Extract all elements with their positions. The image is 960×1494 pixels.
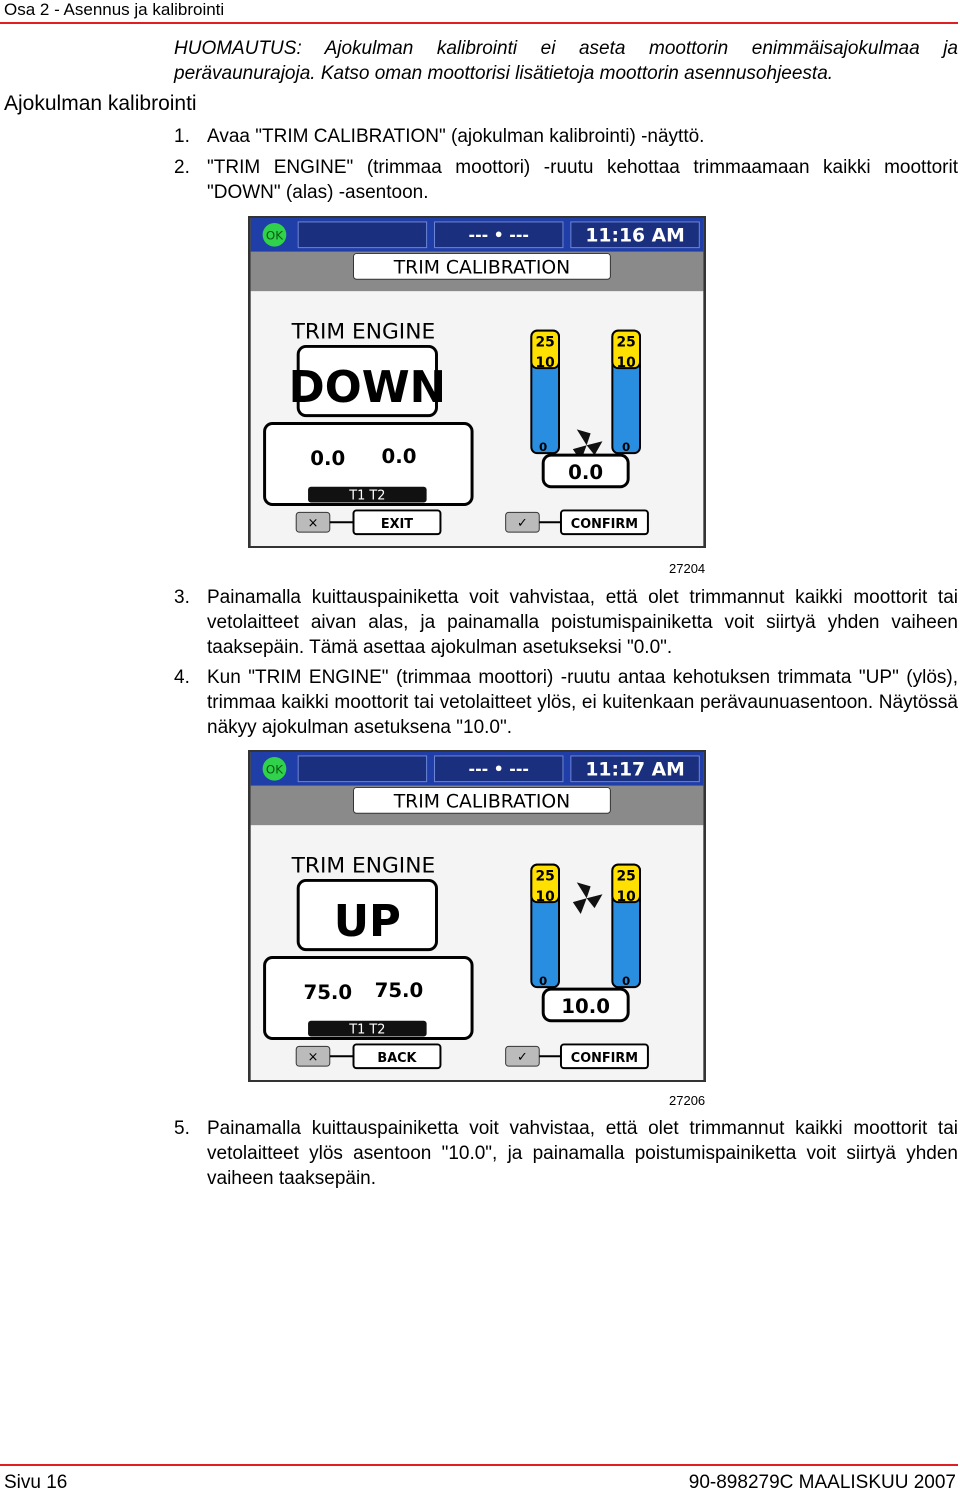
step-2 (174, 155, 958, 205)
svg-text:0: 0 (539, 440, 548, 455)
status-display: --- • --- (468, 225, 529, 245)
note-label: HUOMAUTUS: (174, 38, 302, 59)
check-icon: ✓ (517, 516, 528, 532)
step-number: 3. (174, 587, 190, 608)
t2-value: 0.0 (381, 445, 417, 469)
t1-value: 75.0 (303, 980, 353, 1004)
step-text: Avaa "TRIM CALIBRATION" (ajokulman kalibrointi) -näyttö. (207, 126, 705, 147)
clock-display: 11:16 AM (585, 225, 685, 247)
t-labels: T1 T2 (349, 488, 386, 504)
section-heading: Ajokulman kalibrointi (4, 92, 197, 115)
center-angle-value: 10.0 (561, 994, 611, 1018)
svg-text:0: 0 (539, 974, 548, 989)
footer-rule (0, 1464, 958, 1466)
trim-engine-label: TRIM ENGINE (291, 319, 436, 345)
ok-label: OK (265, 228, 284, 243)
trim-engine-label: TRIM ENGINE (291, 853, 436, 879)
figure-number: 27206 (669, 1093, 706, 1108)
check-icon: ✓ (517, 1050, 528, 1066)
t1-value: 0.0 (310, 446, 346, 470)
step-number: 2. (174, 157, 190, 178)
close-icon: × (307, 516, 319, 532)
step-text: Painamalla kuittauspainiketta voit vahvistaa, että olet trimmannut kaikki moottorit tai vetolaitteet ylös asentoon "10.0", ja painamalla poistumispainiketta voit siirtyä yhden vaiheen taaksepäin. (207, 1118, 958, 1189)
document-id: 90-898279C MAALISKUU 2007 (688, 1472, 956, 1493)
step-number: 5. (174, 1118, 190, 1139)
svg-text:10: 10 (535, 355, 555, 372)
svg-text:0: 0 (622, 974, 631, 989)
exit-label: EXIT (380, 517, 414, 533)
svg-text:25: 25 (535, 334, 555, 351)
svg-text:25: 25 (535, 868, 555, 885)
confirm-label: CONFIRM (570, 517, 639, 533)
step-number: 1. (174, 126, 190, 147)
t-labels: T1 T2 (349, 1022, 386, 1038)
step-4 (174, 665, 958, 740)
confirm-label: CONFIRM (570, 1051, 639, 1067)
svg-text:0: 0 (622, 440, 631, 455)
close-icon: × (307, 1050, 319, 1066)
clock-display: 11:17 AM (585, 759, 685, 781)
direction-prompt: DOWN (288, 362, 446, 413)
step-5 (174, 1116, 958, 1191)
status-display: --- • --- (468, 759, 529, 779)
ok-label: OK (265, 762, 284, 777)
t2-value: 75.0 (374, 979, 424, 1003)
step-number: 4. (174, 667, 190, 688)
page-number: Sivu 16 (4, 1472, 68, 1493)
trim-calibration-screen-down (248, 216, 706, 548)
svg-text:10: 10 (616, 355, 636, 372)
step-1 (174, 124, 958, 149)
trim-calibration-screen-up (248, 750, 706, 1082)
svg-text:25: 25 (616, 868, 636, 885)
direction-prompt: UP (333, 896, 401, 947)
section-header: Osa 2 - Asennus ja kalibrointi (4, 0, 225, 19)
screen-title: TRIM CALIBRATION (393, 791, 571, 813)
note-text: Ajokulman kalibrointi ei aseta moottorin enimmäisajokulmaa ja perävaunurajoja. Katso oman moottorisi lisätietoja moottorin asennusohjeesta. (174, 38, 958, 84)
svg-text:10: 10 (616, 889, 636, 906)
svg-text:25: 25 (616, 334, 636, 351)
svg-text:10: 10 (535, 889, 555, 906)
note-paragraph (174, 36, 958, 86)
step-text: Kun "TRIM ENGINE" (trimmaa moottori) -ruutu antaa kehotuksen trimmata "UP" (ylös), trimmaa kaikki moottorit tai vetolaitteet ylös, ei kuitenkaan perävaunuasentoon. Näytössä näkyy ajokulman asetuksena "10.0". (207, 667, 958, 738)
step-text: Painamalla kuittauspainiketta voit vahvistaa, että olet trimmannut kaikki moottorit tai vetolaitteet aivan alas, ja painamalla poistumispainiketta voit siirtyä yhden vaiheen taaksepäin. Tämä asettaa ajokulman asetukseksi "0.0". (207, 587, 958, 658)
header-rule (0, 22, 958, 24)
step-text: "TRIM ENGINE" (trimmaa moottori) -ruutu kehottaa trimmaamaan kaikki moottorit "DOWN" (alas) -asentoon. (207, 157, 958, 203)
screen-title: TRIM CALIBRATION (393, 257, 571, 279)
figure-number: 27204 (669, 561, 706, 576)
back-label: BACK (377, 1051, 417, 1067)
center-angle-value: 0.0 (568, 460, 604, 484)
step-3 (174, 585, 958, 660)
